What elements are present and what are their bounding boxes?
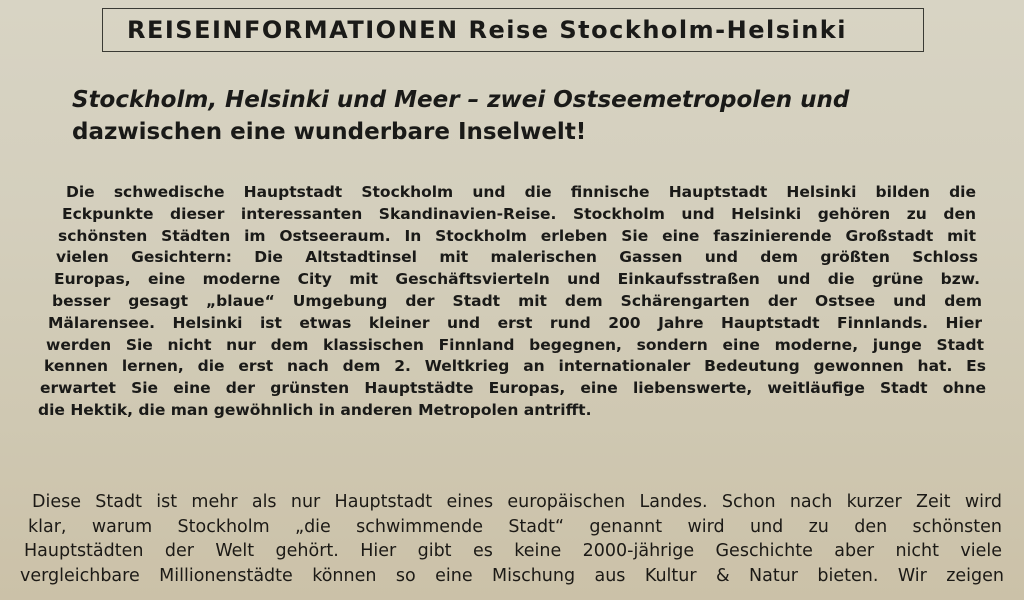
intro-line: die Hektik, die man gewöhnlich in anderen Metropolen antrifft. — [38, 400, 592, 419]
subtitle-line-1: Stockholm, Helsinki und Meer – zwei Ostseemetropolen und — [72, 87, 850, 113]
intro-line: besser gesagt „blaue“ Umgebung der Stadt mit dem Schärengarten der Ostsee und dem — [52, 291, 982, 310]
intro-line: Europas, eine moderne City mit Geschäftsvierteln und Einkaufsstraßen und die grüne bzw. — [54, 270, 980, 289]
intro-line: Eckpunkte dieser interessanten Skandinavien-Reise. Stockholm und Helsinki gehören zu den — [62, 204, 976, 223]
title-box — [102, 8, 924, 52]
body-paragraph — [20, 490, 1010, 588]
intro-paragraph — [36, 182, 996, 422]
page-title: REISEINFORMATIONEN Reise Stockholm-Helsinki — [127, 16, 847, 44]
intro-line: schönsten Städten im Ostseeraum. In Stockholm erleben Sie eine faszinierende Großstadt mit — [58, 226, 976, 245]
subtitle — [72, 84, 892, 148]
body-line: Diese Stadt ist mehr als nur Hauptstadt eines europäischen Landes. Schon nach kurzer Zeit wird — [32, 492, 1002, 512]
body-line: Hauptstädten der Welt gehört. Hier gibt es keine 2000-jährige Geschichte aber nicht viele — [24, 541, 1002, 561]
intro-line: erwartet Sie eine der grünsten Hauptstädte Europas, eine liebenswerte, weitläufige Stadt ohne — [40, 379, 986, 398]
intro-line: vielen Gesichtern: Die Altstadtinsel mit malerischen Gassen und dem größten Schloss — [56, 248, 978, 267]
intro-line: Mälarensee. Helsinki ist etwas kleiner und erst rund 200 Jahre Hauptstadt Finnlands. Hier — [48, 313, 982, 332]
body-line: vergleichbare Millionenstädte können so eine Mischung aus Kultur & Natur bieten. Wir zeigen — [20, 565, 1004, 586]
intro-line: werden Sie nicht nur dem klassischen Finnland begegnen, sondern eine moderne, junge Stadt — [46, 335, 984, 354]
intro-line: Die schwedische Hauptstadt Stockholm und die finnische Hauptstadt Helsinki bilden die — [66, 183, 976, 201]
intro-line: kennen lernen, die erst nach dem 2. Weltkrieg an internationaler Bedeutung gewonnen hat. Es — [44, 357, 986, 376]
subtitle-line-2: dazwischen eine wunderbare Inselwelt! — [72, 119, 587, 145]
body-line: klar, warum Stockholm „die schwimmende Stadt“ genannt wird und zu den schönsten — [28, 516, 1002, 537]
